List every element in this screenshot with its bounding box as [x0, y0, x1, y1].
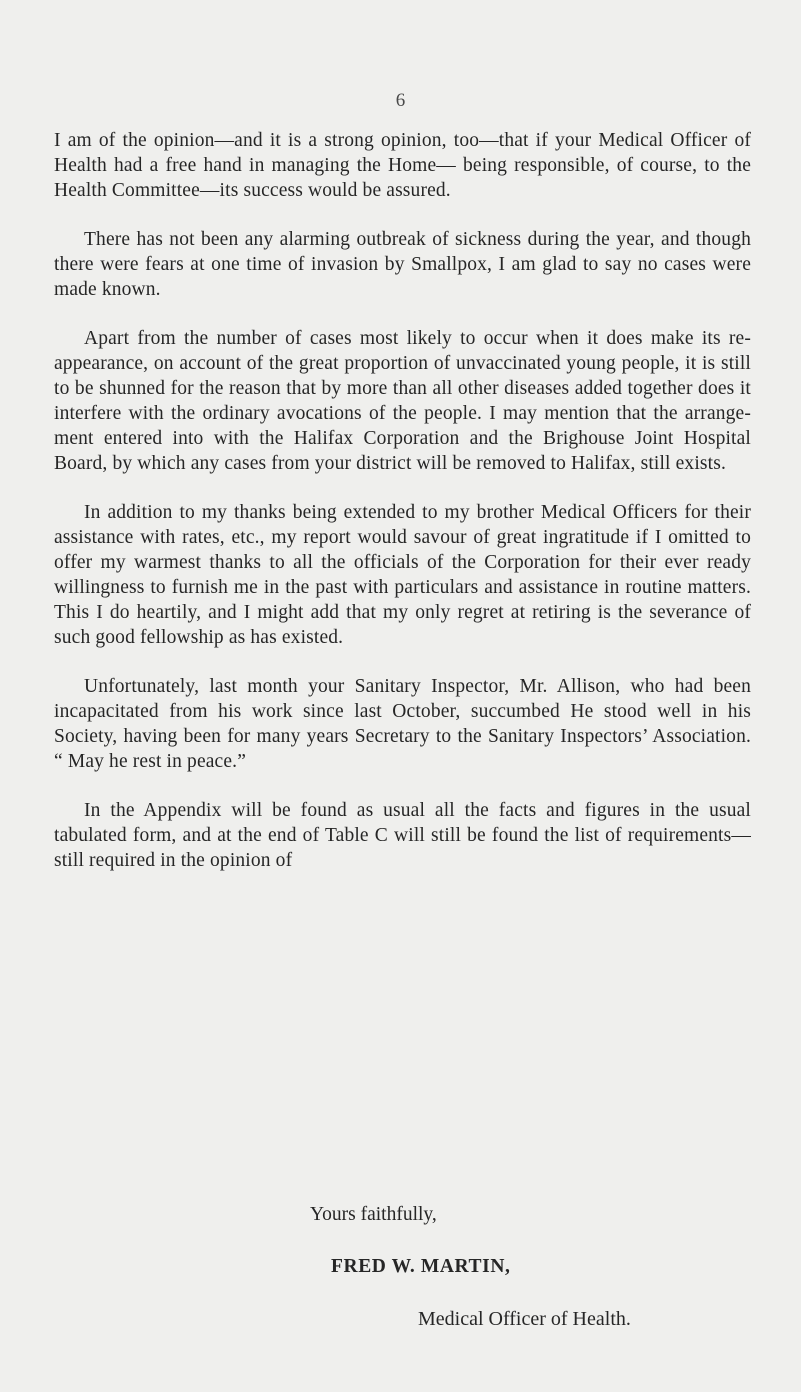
paragraph-hospital-arrangement: Apart from the number of cases most likely to occur when it does make its re-appearance, on account of the great proportion of unvaccinated young people, it is still to be shunned for the reason that by more than all other diseases added together does it interfere with the ordinary avocations of the people. I may mention that the arrange- ment entered into with the Halifax Corporation and the Brighouse Joint Hospital Board, by which any cases from your district will be removed to Halifax, still exists.	[54, 328, 751, 474]
paragraph-thanks: In addition to my thanks being extended to my brother Medical Officers for their assistance with rates, etc., my report would savour of great ingratitude if I omitted to offer my warmest thanks to all the officials of the Corporation for their ever ready willingness to furnish me in the past with particulars and assistance in routine matters. This I do heartily, and I might add that my only regret at retiring is the severance of such good fellowship as has existed.	[54, 502, 751, 648]
paragraph-appendix: In the Appendix will be found as usual all the facts and figures in the usual tabulated form, and at the end of Table C will still be found the list of requirements—still required in the opinion of	[54, 800, 751, 871]
signature-title: Medical Officer of Health.	[418, 1308, 631, 1330]
signature-name: FRED W. MARTIN,	[331, 1256, 511, 1277]
letter-body	[54, 128, 751, 897]
paragraph-home-management: I am of the opinion—and it is a strong opinion, too—that if your Medical Officer of Health had a free hand in managing the Home— being responsible, of course, to the Health Committee—its success would be assured.	[54, 130, 751, 201]
paragraph-smallpox: There has not been any alarming outbreak of sickness during the year, and though there were fears at one time of invasion by Smallpox, I am glad to say no cases were made known.	[54, 229, 751, 300]
closing-salutation: Yours faithfully,	[310, 1204, 437, 1225]
paragraph-sanitary-inspector: Unfortunately, last month your Sanitary Inspector, Mr. Allison, who had been incapacitated from his work since last October, succumbed He stood well in his Society, having been for many years Secretary to the Sanitary Inspectors’ Association. “ May he rest in peace.”	[54, 676, 751, 772]
page-number: 6	[395, 90, 406, 111]
